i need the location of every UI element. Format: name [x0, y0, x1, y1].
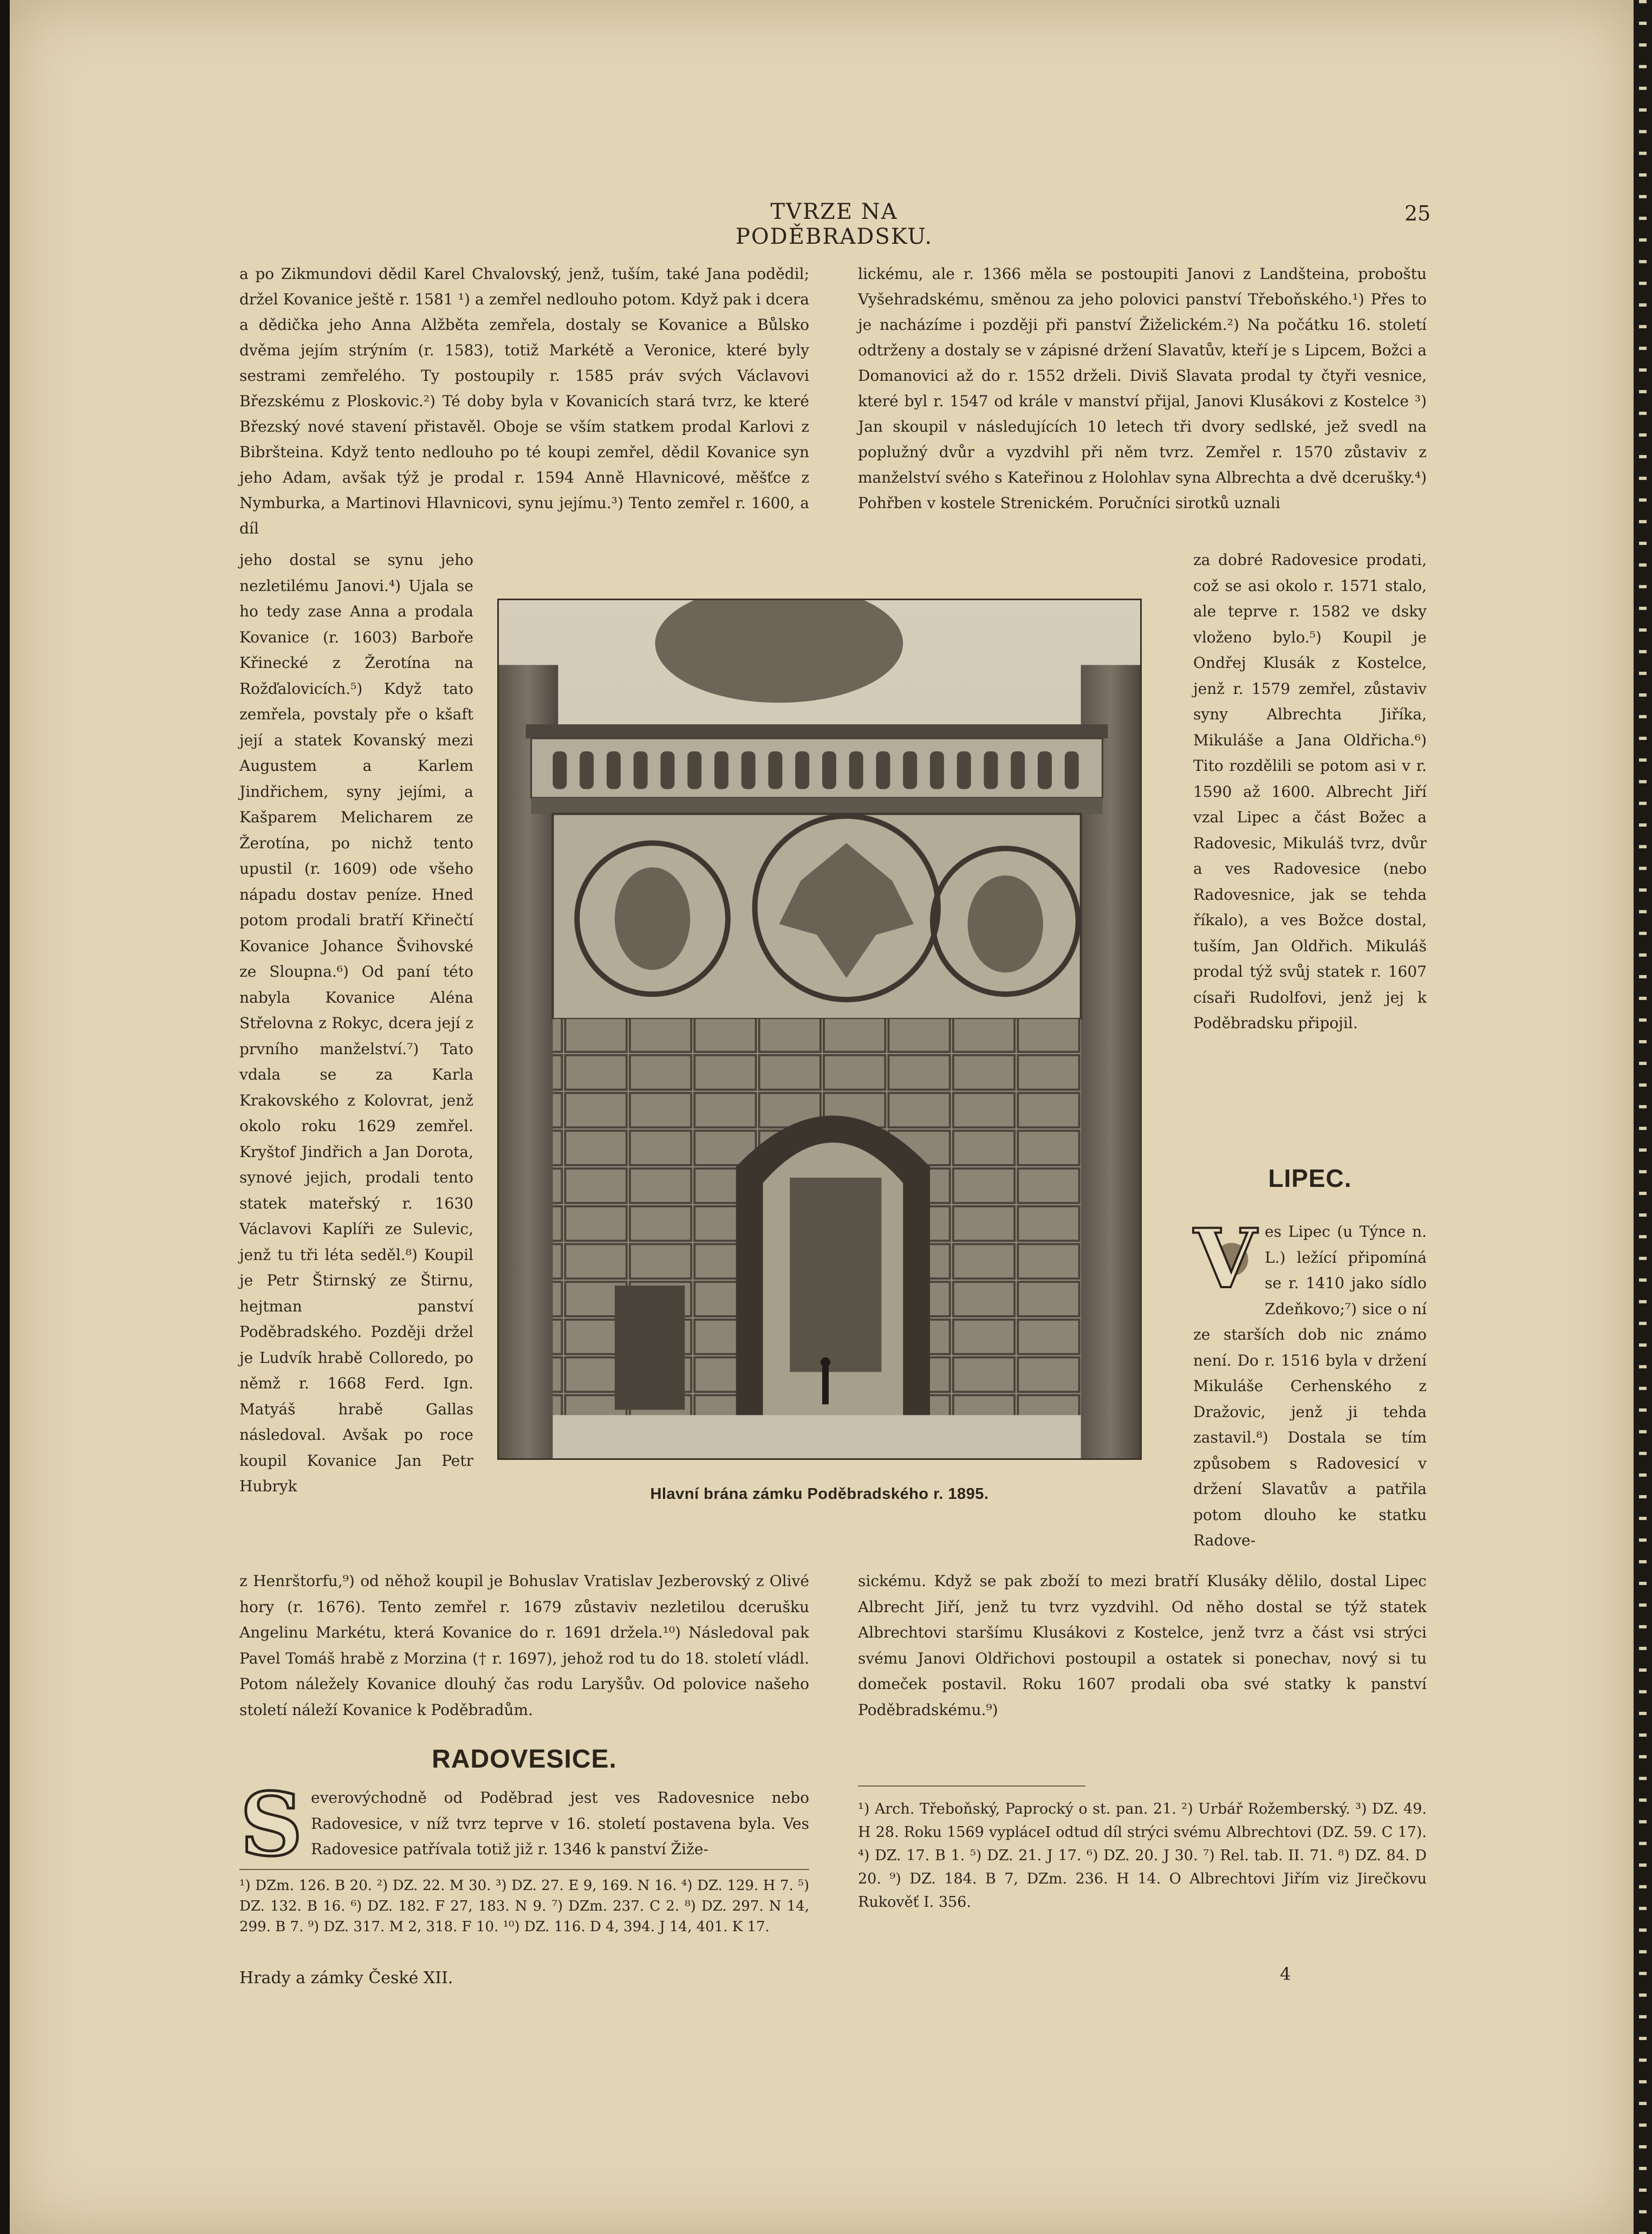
heading-radovesice: RADOVESICE.: [432, 1745, 617, 1774]
sheet-signature: Hrady a zámky České XII.: [239, 1969, 453, 1988]
paragraph-radovesice-2: lickému, ale r. 1366 měla se postoupiti Janovi z Landšteina, proboštu Vyšehradskému, směnou za jeho polovici panství Třeboňského.¹) Přes to je nacházíme i později při panství Žiželickém.²) Na počátku 16. století odtrženy a dostaly se v zápisné držení Slavatův, kteří je s Lipcem, Božci a Domanovici až do r. 1552 drželi. Diviš Slavata prodal ty čtyři vesnice, které byl r. 1547 od krále v manství přijal, Janovi Klusákovi z Kostelce ³) Jan skoupil v následujících 10 letech tři dvory sedlské, jež svedl na poplužný dvůr a vyzdvihl při něm tvrz. Zemřel r. 1570 zůstaviv z manželství svého s Kateřinou z Holohlav syna Albrechta a dvě dcerušky.⁴) Pohřben v kostele Strenickém. Poručníci sirotků uznali: [858, 265, 1427, 512]
right-column-wide: sickému. Když se pak zboží to mezi bratří Klusáky dělilo, dostal Lipec Albrecht Jiří, jenž tu tvrz vyzdvihl. Od něho dostal se týž statek Albrechtovi staršímu Klusákovi z Kostelce, jenž tvrz a část vsi strýci svému Janovi Oldřichovi postoupil a ostatek si ponechav, nový si tu domeček postavil. Roku 1607 prodali oba své statky k panství Poděbradskému.⁹): [858, 1572, 1427, 1719]
heading-lipec: LIPEC.: [1268, 1164, 1352, 1192]
footnotes-right: ¹) Arch. Třeboňský, Paprocký o st. pan. 21. ²) Urbář Rožemberský. ³) DZ. 49. H 28. Roku 1569 vypláceI odtud díl strýci svému Albrechtovi (DZ. 59. C 17). ⁴) DZ. 17. B 1. ⁵) DZ. 21. J 17. ⁶) DZ. 20. J 30. ⁷) Rel. tab. II. 71. ⁸) DZ. 84. D 20. ⁹) DZ. 184. B 7, DZm. 236. H 14. O Albrechtovi Jiřím viz Jirečkovu Rukověť I. 356.: [858, 1801, 1427, 1911]
left-column-wide: z Henrštorfu,⁹) od něhož koupil je Bohuslav Vratislav Jezberovský z Olivé hory (r. 1676). Tento zemřel r. 1679 zůstaviv nezletilou dcerušku Angelinu Markétu, která Kovanice do r. 1691 držela.¹⁰) Následoval pak Pavel Tomáš hrabě z Morzina († r. 1697), jehož rod tu do 18. století vládl. Potom náležely Kovanice dlouhý čas rodu Laryšův. Od polovice našeho století náleží Kovanice k Poděbradům.: [239, 1572, 809, 1719]
paragraph-kovanice-1: a po Zikmundovi dědil Karel Chvalovský, jenž, tuším, také Jana podědil; držel Kovanice ještě r. 1581 ¹) a zemřel nedlouho potom. Když pak i dcera a dědička jeho Anna Alžběta zemřela, dostaly se Kovanice a Bůlsko dvěma jejím strýním (r. 1583), totiž Markétě a Veronice, které byly sestrami zemřelého. Ty postoupily r. 1585 práv svých Václavovi Březskému z Ploskovic.²) Té doby byla v Kovanicích stará tvrz, ke které Březský nové stavení přistavěl. Oboje se vším statkem prodal Karlovi z Bibršteina. Když tento nedlouho po té koupi zemřel, dědil Kovanice syn jeho Adam, avšak týž je prodal r. 1594 Anně Hlavnicové, měšťce z Nymburka, a Martinovi Hlavnicovi, synu jejímu.³) Tento zemřel r. 1600, a díl: [239, 265, 809, 537]
figure-caption: Hlavní brána zámku Poděbradského r. 1895.: [650, 1485, 989, 1503]
lipec-section: [1193, 1211, 1427, 1554]
left-column-narrow: jeho dostal se synu jeho nezletilému Janovi.⁴) Ujala se ho tedy zase Anna a prodala Kovanice (r. 1603) Barboře Křinecké z Žerotína na Rožďalovicích.⁵) Když tato zemřela, povstaly pře o kšaft její a statek Kovanský mezi Augustem a Karlem Jindřichem, syny jejími, a Kašparem Melicharem ze Žerotína, po nichž tento upustil (r. 1609) ode všeho nápadu dostav peníze. Hned potom prodali bratří Křinečtí Kovanice Johance Švihovské ze Sloupna.⁶) Od paní této nabyla Kovanice Aléna Střelovna z Rokyc, dcera její z prvního manželství.⁷) Tato vdala se za Karla Krakovského z Kolovrat, jenž okolo roku 1629 zemřel. Kryštof Jindřich a Jan Dorota, synové jejich, prodali tento statek mateřský r. 1630 Václavovi Kaplíři ze Sulevic, jenž tu tři léta seděl.⁸) Koupil je Petr Štirnský ze Štirnu, hejtman panství Poděbradského. Později držel je Ludvík hrabě Colloredo, po němž r. 1668 Ferd. Ign. Matyáš hrabě Gallas následoval. Avšak po roce koupil Kovanice Jan Petr Hubryk: [239, 551, 473, 1495]
radovesice-section: [239, 1774, 809, 1875]
running-head: TVRZE NA PODĚBRADSKU.: [735, 199, 933, 249]
castle-gate-photograph: [497, 599, 1142, 1460]
footnote-rule-right: [858, 1785, 1085, 1787]
footnotes-left: ¹) DZm. 126. B 20. ²) DZ. 22. M 30. ³) DZ. 27. E 9, 169. N 16. ⁴) DZ. 129. H 7. ⁵) DZ. 132. B 16. ⁶) DZ. 182. F 27, 183. N 9. ⁷) DZm. 237. C 2. ⁸) DZ. 297. N 14, 299. B 7. ⁹) DZ. 317. M 2, 318. F 10. ¹⁰) DZ. 116. D 4, 394. J 14, 401. K 17.: [239, 1878, 809, 1935]
gate-illustration: [499, 600, 1140, 1458]
sheet-number: 4: [1280, 1964, 1291, 1984]
scan-ruler: [1639, 0, 1647, 2234]
left-column-top: [239, 261, 809, 541]
footnote-rule-left: [239, 1869, 809, 1870]
side-door: [615, 1285, 685, 1410]
decorative-initial-v: V: [1193, 1211, 1257, 1307]
decorative-initial-s: S: [240, 1774, 303, 1875]
lipec-paragraph: es Lipec (u Týnce n. L.) ležící připomíná se r. 1410 jako sídlo Zdeňkovo;⁷) sice o ní ze starších dob nic známo není. Do r. 1516 byla v držení Mikuláše Cerhenského z Dražovic, jenž ji tehda zastavil.⁸) Dostala se tím způsobem s Radovesicí v držení Slavatův a patřila potom dlouho ke statku Radove-: [1193, 1223, 1427, 1549]
radovesice-paragraph: everovýchodně od Poděbrad jest ves Radovesnice nebo Radovesice, v níž tvrz teprve v 16. století postavena byla. Ves Radovesice patřívala totiž již r. 1346 k panství Žiže-: [311, 1789, 809, 1858]
book-page: [10, 0, 1635, 2234]
page-number: 25: [1404, 202, 1431, 225]
standing-figure: [822, 1367, 829, 1405]
right-column-narrow: za dobré Radovesice prodati, což se asi okolo r. 1571 stalo, ale teprve r. 1582 ve dsky vloženo bylo.⁵) Koupil je Ondřej Klusák z Kostelce, jenž r. 1579 zemřel, zůstaviv syny Albrechta Jiříka, Mikuláše a Jana Oldřicha.⁶) Tito rozdělili se potom asi v r. 1590 až 1600. Albrecht Jiří vzal Lipec a část Božec a Radovesic, Mikuláš tvrz, dvůr a ves Radovesice (nebo Radovesnice, jak se tehda říkalo), a ves Božce dostal, tuším, Jan Oldřich. Mikuláš prodal týž svůj statek r. 1607 císaři Rudolfovi, jenž jej k Poděbradsku připojil.: [1193, 551, 1427, 1032]
right-column-top: [858, 261, 1427, 516]
